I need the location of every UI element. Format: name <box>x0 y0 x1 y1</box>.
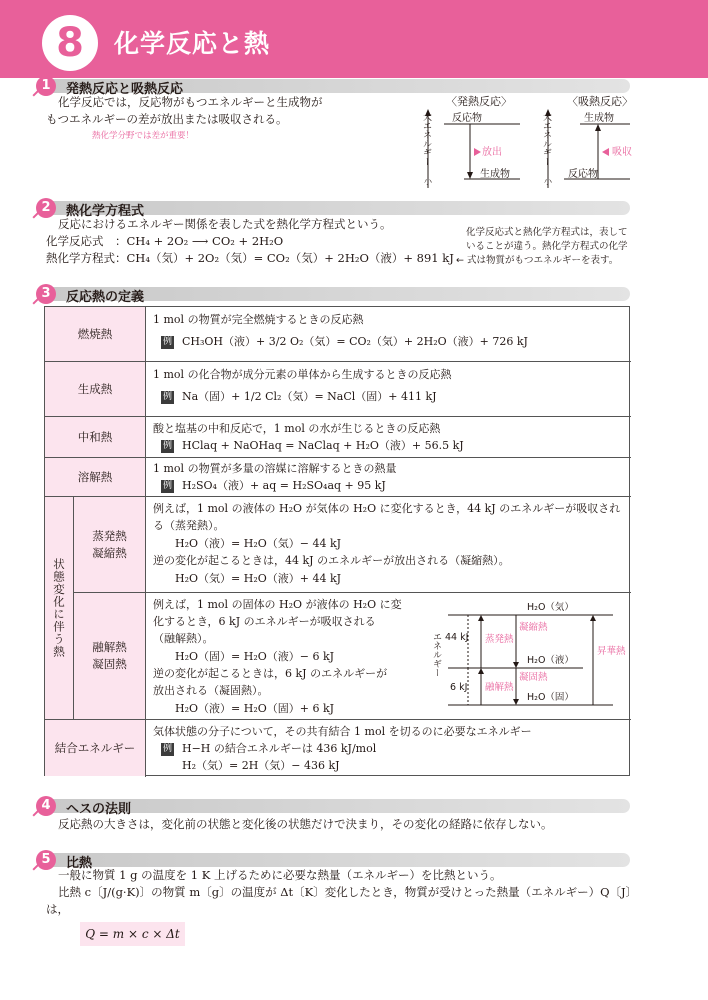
section-3-heading <box>32 284 630 304</box>
neutralization-desc: 酸と塩基の中和反応で，1 mol の水が生じるときの反応熱 <box>153 422 441 435</box>
vap-line1: 例えば，1 mol の液体の H₂O が気体の H₂O に変化するとき，44 kJ のエネルギーが吸収され <box>153 502 621 515</box>
endo-reactant: 反応物 <box>568 169 598 180</box>
fus-line5: 逆の変化が起こるときは，6 kJ のエネルギーが <box>153 667 388 680</box>
section-title: ヘスの法則 <box>66 802 132 817</box>
section-title: 発熱反応と吸熱反応 <box>66 82 184 97</box>
section-number: 4 <box>36 796 56 816</box>
combustion-example: 例 CH₃OH（液）+ 3/2 O₂（気）= CO₂（気）+ 2H₂O（液）+ 726 kJ <box>162 335 528 348</box>
phase-gas-label: H₂O（気） <box>527 602 574 613</box>
s2-note-line2: いることが違う。熱化学方程式の化学 <box>466 241 628 252</box>
formation-desc: 1 mol の化合物が成分元素の単体から生成するときの反応熱 <box>153 368 452 381</box>
row-head-bond-energy: 結合エネルギー <box>45 720 145 776</box>
exo-reactant: 反応物 <box>452 113 482 124</box>
s5-text-line3: は， <box>46 902 69 916</box>
s1-text-line1: 化学反応では，反応物がもつエネルギーと生成物が <box>58 95 323 109</box>
s1-pink-note: 熱化学分野では差が重要！ <box>92 131 195 141</box>
exo-axis-small: 小 <box>424 177 432 186</box>
s2-text-line3: 熱化学方程式：CH₄（気）+ 2O₂（気）= CO₂（気）+ 2H₂O（液）+ 891 kJ <box>46 251 454 265</box>
exo-release: 放出 <box>482 147 502 158</box>
section-number: 3 <box>36 284 56 304</box>
bond-example1: 例 H−H の結合エネルギーは 436 kJ/mol <box>162 742 377 755</box>
s4-text: 反応熱の大きさは，変化前の状態と変化後の状態だけで決まり，その変化の経路に依存しない。 <box>58 817 553 831</box>
endo-absorb: 吸収 <box>612 147 632 158</box>
dissolution-desc: 1 mol の物質が多量の溶媒に溶解するときの熱量 <box>153 462 397 475</box>
section-title: 反応熱の定義 <box>66 290 145 305</box>
section-number: 1 <box>36 76 56 96</box>
bond-desc: 気体状態の分子について，その共有結合 1 mol を切るのに必要なエネルギー <box>153 725 532 738</box>
section-1-heading <box>32 76 630 96</box>
section-number: 5 <box>36 850 56 870</box>
section-4-heading <box>32 796 630 816</box>
exo-product: 生成物 <box>480 169 510 180</box>
row-head-vaporization: 蒸発熱 凝縮熱 <box>74 497 145 592</box>
vap-line3: H₂O（液）= H₂O（気）− 44 kJ <box>175 537 342 550</box>
section-2-heading <box>32 198 630 218</box>
formation-example: 例 Na（固）+ 1/2 Cl₂（気）= NaCl（固）+ 411 kJ <box>162 390 437 403</box>
row-head-combustion: 燃焼熱 <box>45 307 145 361</box>
exo-axis-label: 大エネルギー <box>421 112 431 166</box>
phase-freeze: 凝固熱 <box>519 672 548 683</box>
specific-heat-formula: Q = m × c × Δt <box>80 922 185 946</box>
s5-text-line1: 一般に物質 1 g の温度を 1 K 上げるために必要な熱量（エネルギー）を比熱という。 <box>58 868 502 882</box>
combustion-desc: 1 mol の物質が完全燃焼するときの反応熱 <box>153 313 364 326</box>
phase-axis-label: エネルギー <box>431 632 441 677</box>
phase-liquid-label: H₂O（液） <box>527 655 574 666</box>
row-head-neutralization: 中和熱 <box>45 417 145 457</box>
bond-example2: H₂（気）= 2H（気）− 436 kJ <box>182 759 340 772</box>
vap-line2: る（蒸発熱）。 <box>153 519 225 532</box>
vap-line4: 逆の変化が起こるときは，44 kJ のエネルギーが放出される（凝縮熱）。 <box>153 554 510 567</box>
s1-text-line2: もつエネルギーの差が放出または吸収される。 <box>46 112 288 126</box>
chapter-number: 8 <box>42 15 98 71</box>
fus-line6: 放出される（凝固熱）。 <box>153 684 269 697</box>
fus-line2: 化するとき，6 kJ のエネルギーが吸収される <box>153 615 376 628</box>
endo-product: 生成物 <box>584 113 614 124</box>
vap-line5: H₂O（気）= H₂O（液）+ 44 kJ <box>175 572 342 585</box>
s2-text-line1: 反応におけるエネルギー関係を表した式を熱化学方程式という。 <box>58 217 392 231</box>
fus-line7: H₂O（液）= H₂O（固）+ 6 kJ <box>175 702 335 715</box>
neutralization-example: 例 HClaq + NaOHaq = NaClaq + H₂O（液）+ 56.5 kJ <box>162 439 464 452</box>
heat-definition-table <box>44 306 630 776</box>
exo-title: 〈発熱反応〉 <box>446 95 512 108</box>
chapter-header <box>0 0 708 78</box>
phase-44kj: 44 kJ <box>445 632 469 643</box>
endo-axis-label: 大エネルギー <box>541 112 551 166</box>
phase-evap: 蒸発熱 <box>485 634 514 645</box>
s2-note-line1: 化学反応式と熱化学方程式は，表して <box>466 227 628 238</box>
s5-text-line2: 比熱 c〔J/(g·K)〕の物質 m〔g〕の温度が Δt〔K〕変化したとき，物質が受けとった熱量（エネルギー）Q〔J〕 <box>58 885 638 899</box>
fus-line1: 例えば，1 mol の固体の H₂O が液体の H₂O に変 <box>153 598 402 611</box>
endo-axis-small: 小 <box>544 177 552 186</box>
row-head-fusion: 融解熱 凝固熱 <box>74 593 145 719</box>
endo-title: 〈吸熱反応〉 <box>567 95 633 108</box>
row-head-state-change: 状態変化に伴う熱 <box>45 497 73 719</box>
chapter-title: 化学反応と熱 <box>114 29 271 58</box>
dissolution-example: 例 H₂SO₄（液）+ aq = H₂SO₄aq + 95 kJ <box>162 479 386 492</box>
section-number: 2 <box>36 198 56 218</box>
phase-cond: 凝縮熱 <box>519 622 548 633</box>
section-title: 比熱 <box>66 856 93 871</box>
row-head-formation: 生成熱 <box>45 362 145 416</box>
phase-melt: 融解熱 <box>485 682 514 693</box>
s2-text-line2: 化学反応式 ：CH₄ + 2O₂ ⟶ CO₂ + 2H₂O <box>46 234 284 248</box>
s2-note-line3: ← 式は物質がもつエネルギーを表す。 <box>456 255 619 266</box>
fus-line4: H₂O（固）= H₂O（液）− 6 kJ <box>175 650 335 663</box>
section-title: 熱化学方程式 <box>66 204 145 219</box>
fus-line3: （融解熱）。 <box>153 632 214 645</box>
row-head-dissolution: 溶解熱 <box>45 458 145 496</box>
phase-solid-label: H₂O（固） <box>527 692 574 703</box>
phase-sublimation: 昇華熱 <box>597 646 626 657</box>
phase-6kj: 6 kJ <box>450 682 468 693</box>
